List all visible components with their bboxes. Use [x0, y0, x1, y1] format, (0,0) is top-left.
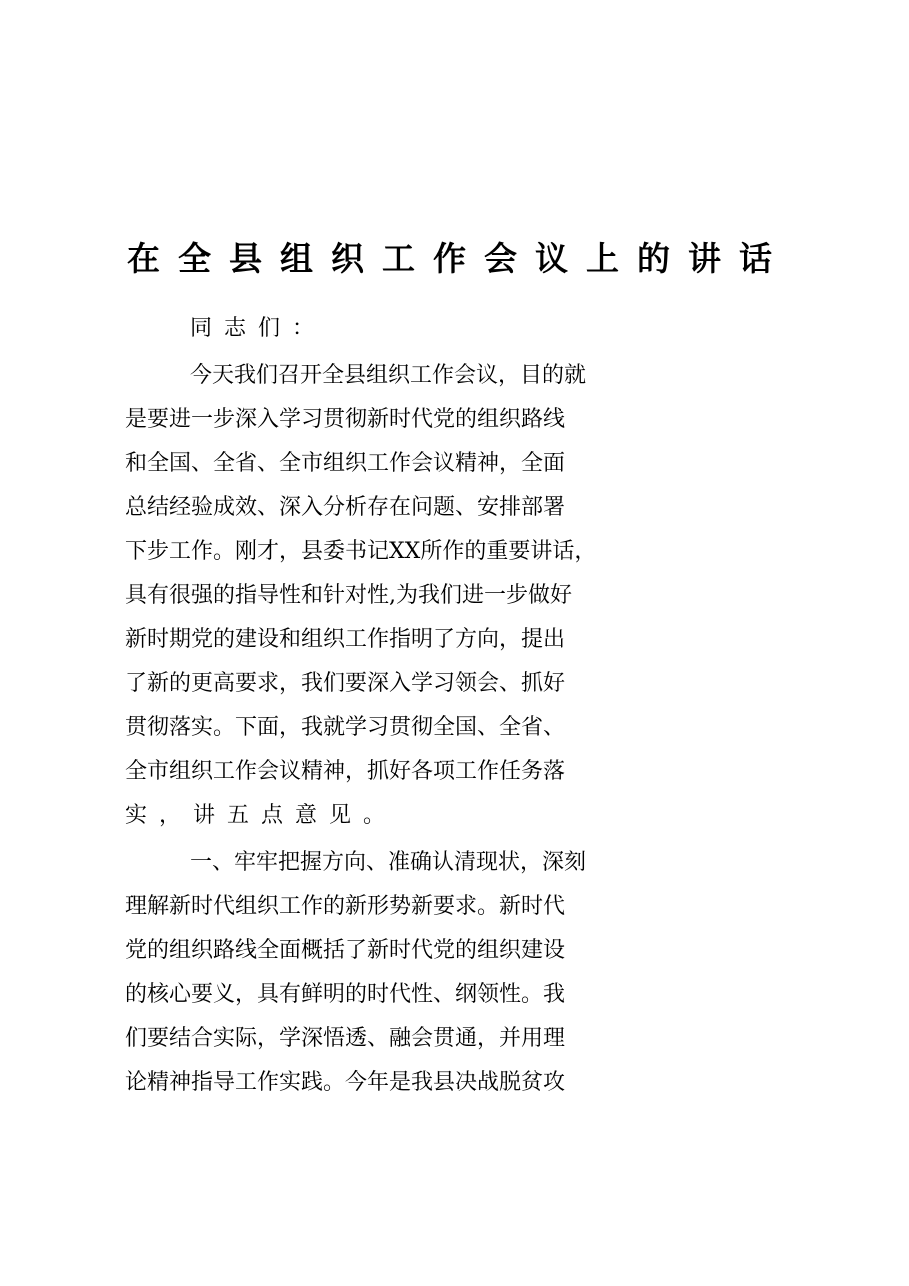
- paragraph-line: 的核心要义，具有鲜明的时代性、纲领性。我: [125, 982, 566, 1007]
- paragraph-line: 理解新时代组织工作的新形势新要求。新时代: [125, 894, 566, 919]
- paragraph-line: 贯彻落实。下面，我就学习贯彻全国、全省、: [125, 715, 566, 740]
- paragraph-line: 具有很强的指导性和针对性,为我们进一步做好: [125, 583, 572, 608]
- paragraph-line: 是要进一步深入学习贯彻新时代党的组织路线: [125, 407, 566, 432]
- paragraph-line: 总结经验成效、深入分析存在问题、安排部署: [125, 495, 566, 520]
- section-heading-line: 一、牢牢把握方向、准确认清现状，深刻: [190, 850, 587, 875]
- document-title: 在全县组织工作会议上的讲话: [127, 238, 790, 278]
- paragraph-line: 新时期党的建设和组织工作指明了方向，提出: [125, 627, 566, 652]
- paragraph-line: 论精神指导工作实践。今年是我县决战脱贫攻: [125, 1070, 566, 1095]
- paragraph-line: 和全国、全省、全市组织工作会议精神，全面: [125, 451, 566, 476]
- paragraph-line: 实，讲五点意见。: [125, 803, 398, 828]
- greeting: 同志们：: [190, 316, 327, 341]
- paragraph-line: 了新的更高要求，我们要深入学习领会、抓好: [125, 671, 566, 696]
- paragraph-line: 今天我们召开全县组织工作会议，目的就: [190, 363, 587, 388]
- paragraph-line: 全市组织工作会议精神，抓好各项工作任务落: [125, 759, 566, 784]
- paragraph-line: 党的组织路线全面概括了新时代党的组织建设: [125, 938, 566, 963]
- paragraph-line: 下步工作。刚才，县委书记XX所作的重要讲话，: [125, 539, 597, 564]
- paragraph-line: 们要结合实际，学深悟透、融会贯通，并用理: [125, 1026, 566, 1051]
